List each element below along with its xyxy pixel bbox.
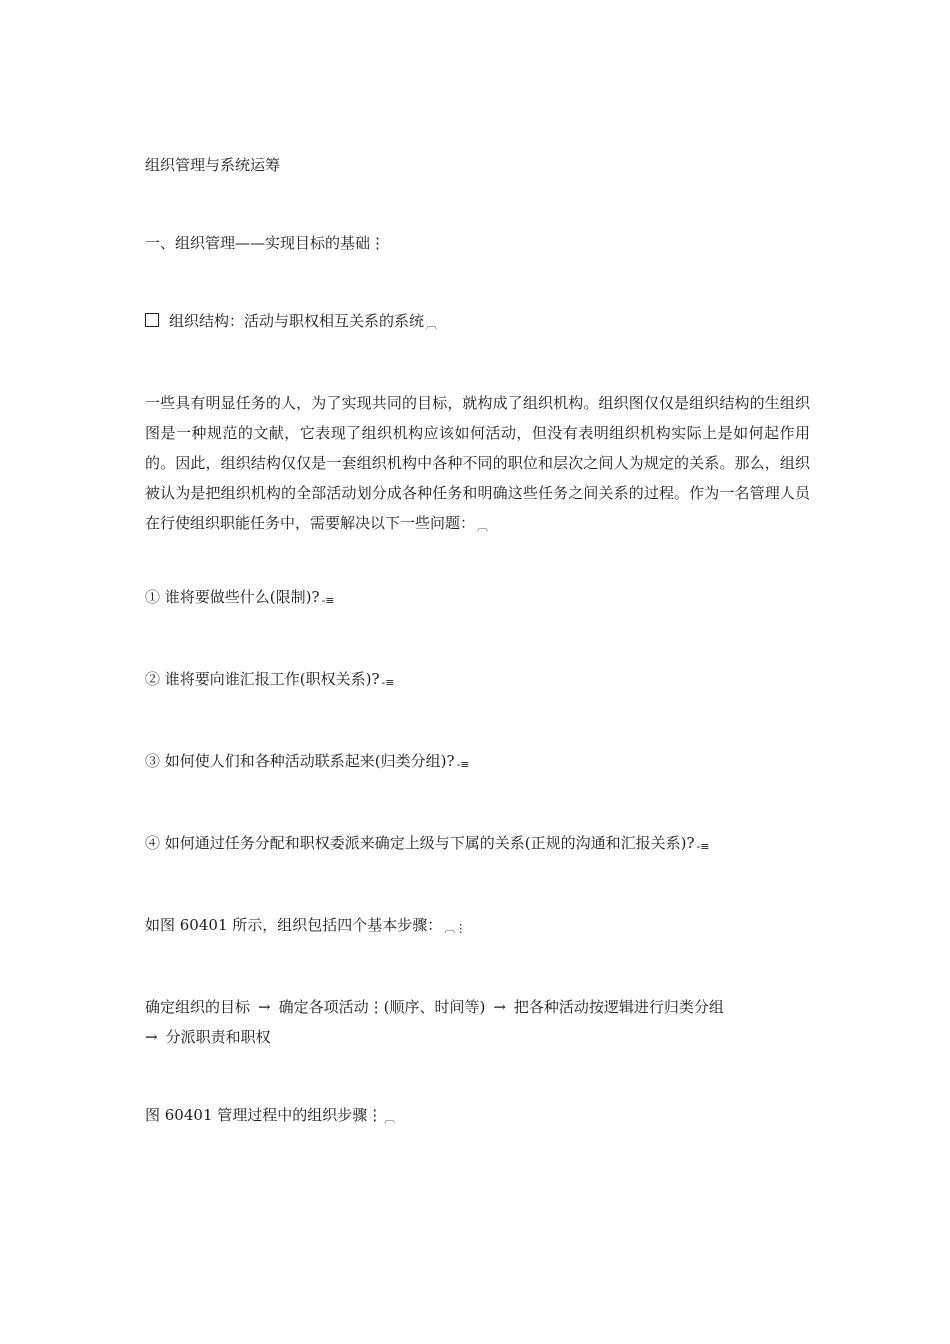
steps-intro xyxy=(145,910,810,944)
paragraph-mark: ︹ xyxy=(477,520,489,533)
step-2: 确定各项活动⋮(顺序、时间等) xyxy=(278,998,486,1016)
checkbox-icon xyxy=(145,313,159,327)
arrow-right-icon: → xyxy=(258,998,271,1016)
subsection-label: 组织结构：活动与职权相互关系的系统 xyxy=(169,312,425,330)
document-page xyxy=(145,150,810,1134)
step-3: 把各种活动按逻辑进行归类分组 xyxy=(513,998,724,1016)
paragraph-mark: ︹ xyxy=(384,1112,396,1125)
subsection-heading xyxy=(145,306,810,340)
steps-intro-text: 如图 60401 所示，组织包括四个基本步骤： xyxy=(145,916,443,934)
paragraph-mark: -≡ xyxy=(381,676,395,689)
question-text: ③ 如何使人们和各种活动联系起来(归类分组)? xyxy=(145,752,455,770)
figure-caption xyxy=(145,1100,810,1134)
paragraph-mark: -≡ xyxy=(456,758,470,771)
arrow-right-icon: → xyxy=(145,1028,158,1046)
question-item xyxy=(145,582,810,616)
paragraph-mark: ︹ xyxy=(426,318,438,331)
intro-paragraph-text: 一些具有明显任务的人，为了实现共同的目标，就构成了组织机构。组织图仅仅是组织结构的生组织图是一种规范的文献，它表现了组织机构应该如何活动，但没有表明组织机构实际上是如何起作用的。因此，组织结构仅仅是一套组织机构中各种不同的职位和层次之间人为规定的关系。那么，组织被认为是把组织机构的全部活动划分成各种任务和明确这些任务之间关系的过程。作为一名管理人员在行使组织职能任务中，需要解决以下一些问题： xyxy=(145,394,810,532)
document-title: 组织管理与系统运筹 xyxy=(145,156,281,174)
question-item xyxy=(145,746,810,780)
question-text: ② 谁将要向谁汇报工作(职权关系)? xyxy=(145,670,380,688)
paragraph-mark: -≡ xyxy=(321,594,335,607)
section-heading: 一、组织管理——实现目标的基础⋮ xyxy=(145,234,386,252)
intro-paragraph xyxy=(145,388,810,542)
figure-caption-text: 图 60401 管理过程中的组织步骤⋮ xyxy=(145,1106,383,1124)
question-item xyxy=(145,828,810,862)
arrow-right-icon: → xyxy=(493,998,506,1016)
steps-flow xyxy=(145,992,810,1052)
step-1: 确定组织的目标 xyxy=(145,998,251,1016)
paragraph-mark: -≡ xyxy=(696,840,710,853)
question-text: ④ 如何通过任务分配和职权委派来确定上级与下属的关系(正规的沟通和汇报关系)? xyxy=(145,834,695,852)
step-4: 分派职责和职权 xyxy=(165,1028,271,1046)
question-text: ① 谁将要做些什么(限制)? xyxy=(145,588,320,606)
question-item xyxy=(145,664,810,698)
paragraph-mark: ︹⋮ xyxy=(444,922,467,935)
